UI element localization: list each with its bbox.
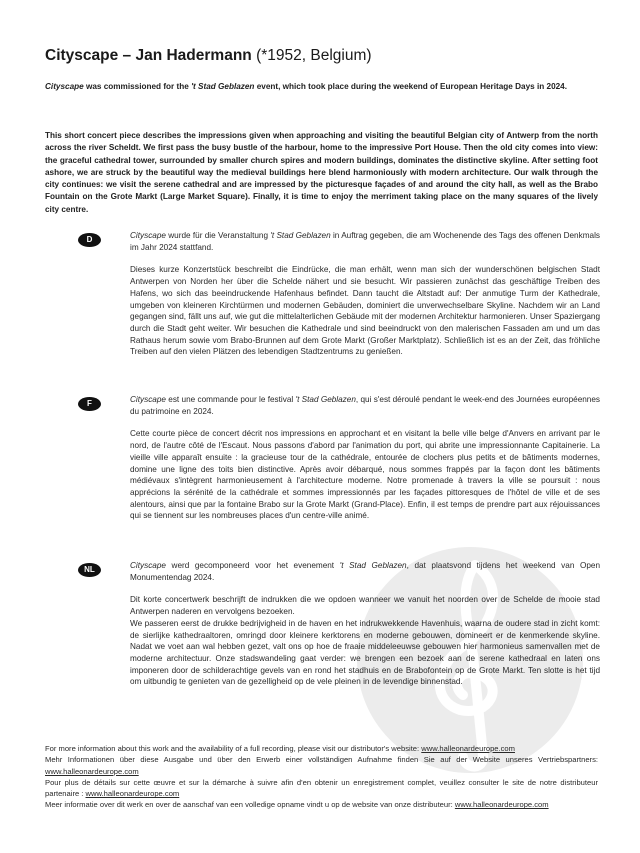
footer-line-fr [45, 777, 598, 800]
language-badge-fr: F [78, 397, 101, 411]
section-german [130, 230, 600, 369]
text: , qui s'est déroulé pendant le week-end des Journées européennes du patrimoine en 2024. [130, 395, 601, 416]
section-lead [130, 394, 600, 417]
text: Pour plus de détails sur cette œuvre et sur la démarche à suivre afin d'en obtenir un enregistrement complet, veuillez consulter le site de notre distributeur partenaire : [45, 777, 598, 799]
page-title [45, 47, 372, 65]
text: was commissioned for the [83, 82, 192, 91]
work-title: Cityscape [130, 561, 166, 570]
text: werd gecomponeerd voor het evenement [165, 561, 340, 570]
text: event, which took place during the weekend of European Heritage Days in 2024. [254, 82, 568, 91]
distributor-link[interactable]: www.halleonardeurope.com [421, 744, 515, 753]
section-lead [130, 560, 600, 583]
language-badge-de: D [78, 233, 101, 247]
section-body-continued: We passeren eerst de drukke bedrijvigheid in de haven en het indrukwekkende Havenhuis, waarna de oudere stad in zicht komt: de sierlijke kathedraaltoren, omringd door kleinere kerktorens en moderne gebouwen, domineert er de kenmerkende skyline. Nadat we voet aan wal hebben gezet, valt ons op hoe de fraaie middeleeuwse gebouwen hier harmonieus samenvallen met de moderne architectuur. Onze stadswandeling gaat verder: we brengen een bezoek aan de serene kathedraal en laten ons imponeren door de schilderachtige gevels van en rond het stadhuis en de Brabofontein op de Grote Markt. Ten slotte is het tijd om uitbundig te genieten van de gezelligheid op de vele pleinen in de levendige binnenstad. [130, 618, 600, 687]
section-lead [130, 230, 600, 253]
text: est une commande pour le festival [165, 395, 296, 404]
work-title: Cityscape [130, 231, 166, 240]
intro-lead [45, 81, 598, 93]
text: , dat plaatsvond tijdens het weekend van Open Monumentendag 2024. [130, 561, 600, 582]
section-dutch [130, 560, 600, 699]
work-title: Cityscape [45, 82, 84, 91]
event-name: 't Stad Geblazen [191, 82, 255, 91]
work-title: Cityscape [130, 395, 166, 404]
event-name: 't Stad Geblazen [270, 231, 331, 240]
language-badge-nl: NL [78, 563, 101, 577]
title-main: Cityscape – Jan Hadermann [45, 47, 252, 64]
footer-info [45, 743, 598, 811]
event-name: 't Stad Geblazen [295, 395, 356, 404]
section-body: Dit korte concertwerk beschrijft de indrukken die we opdoen wanneer we vanuit het noorden over de Schelde de mooie stad Antwerpen naderen en vervolgens bezoeken. [130, 595, 600, 617]
distributor-link[interactable]: www.halleonardeurope.com [45, 766, 139, 776]
event-name: 't Stad Geblazen [339, 561, 407, 570]
text: Mehr Informationen über diese Ausgabe und über den Erwerb einer vollständigen Aufnahme finden Sie auf der Website unseres Vertriebspartners: [45, 755, 598, 765]
distributor-link[interactable]: www.halleonardeurope.com [85, 789, 180, 799]
footer-line-de [45, 754, 598, 777]
section-body: Cette courte pièce de concert décrit nos impressions en approchant et en visitant la belle ville belge d'Anvers en arrivant par le nord, de l'autre côté de l'Escaut. Nous passons d'abord par l'animation du port, qui abrite une impressionnante Capitainerie. La vieille ville apparaît ensuite : la gracieuse tour de la cathédrale, entourée de clochers plus petits et de bâtiments modernes, domine une ligne des toits bien distinctive. Après avoir débarqué, nous sommes frappés par la façon dont les bâtiments médiévaux s'intègrent harmonieusement à l'architecture moderne. Notre promenade à travers la ville se poursuit : nous apprécions la sérénité de la cathédrale et sommes impressionnés par les façades pittoresques de l'hôtel de ville et de ses alentours, ainsi que par la fontaine Brabo sur la Grote Markt (Grand-Place). Enfin, il est temps de prendre part aux réjouissances qui se tiennent sur les nombreuses places d'un centre-ville animé. [130, 429, 600, 521]
intro-body: This short concert piece describes the impressions given when approaching and visiting the beautiful Belgian city of Antwerp from the north across the river Scheldt. We first pass the busy bustle of the harbour, home to the impressive Port House. Then the old city comes into view: the graceful cathedral tower, surrounded by smaller church spires and modern buildings, dominates the distinctive skyline. After setting foot ashore, we are struck by the beautiful way the medieval buildings here blend harmoniously with modern architecture. Our walk through the city continues: we visit the serene cathedral and are impressed by the picturesque façades of and around the city hall, as well as the Brabo Fountain on the Grote Markt (Large Market Square). Finally, it is time to enjoy the merriment taking place on the many squares of the lively city centre. [45, 131, 598, 214]
footer-line-nl [45, 799, 598, 810]
footer-line-en [45, 743, 598, 754]
section-french [130, 394, 600, 533]
distributor-link[interactable]: www.halleonardeurope.com [454, 800, 549, 810]
text: wurde für die Veranstaltung [165, 231, 271, 240]
text: For more information about this work and the availability of a full recording, please visit our distributor's website: [45, 744, 422, 753]
title-year: (*1952, Belgium) [256, 47, 372, 64]
section-body: Dieses kurze Konzertstück beschreibt die Eindrücke, die man erhält, wenn man sich der wunderschönen belgischen Stadt Antwerpen von Norden her über die Schelde nähert und sie besucht. Wir passieren zunächst das geschäftige Treiben des Hafens, wo sich das beeindruckende Hafenhaus befindet. Dann taucht die Altstadt auf: Der anmutige Turm der Kathedrale, umgeben von kleineren Kirchtürmen und modernen Gebäuden, dominiert die unverwechselbare Skyline. Nachdem wir an Land gegangen sind, fällt uns auf, wie gut die mittelalterlichen Gebäude mit der modernen Architektur harmonieren. Unser Spaziergang durch die Stadt geht weiter. Wir besuchen die Kathedrale und sind beeindruckt von den malerischen Fassaden am und um das Rathaus herum sowie vom Brabo-Brunnen auf dem Grote Markt (Großer Marktplatz). Schließlich ist es an der Zeit, das fröhliche Treiben auf den vielen Plätzen des lebendigen Stadtzentrums zu genießen. [130, 265, 600, 357]
text: Meer informatie over dit werk en over de aanschaf van een volledige opname vindt u op de website van onze distributeur: [45, 800, 455, 810]
text: in Auftrag gegeben, die am Wochenende des Tags des offenen Denkmals im Jahr 2024 stattfand. [130, 231, 600, 252]
